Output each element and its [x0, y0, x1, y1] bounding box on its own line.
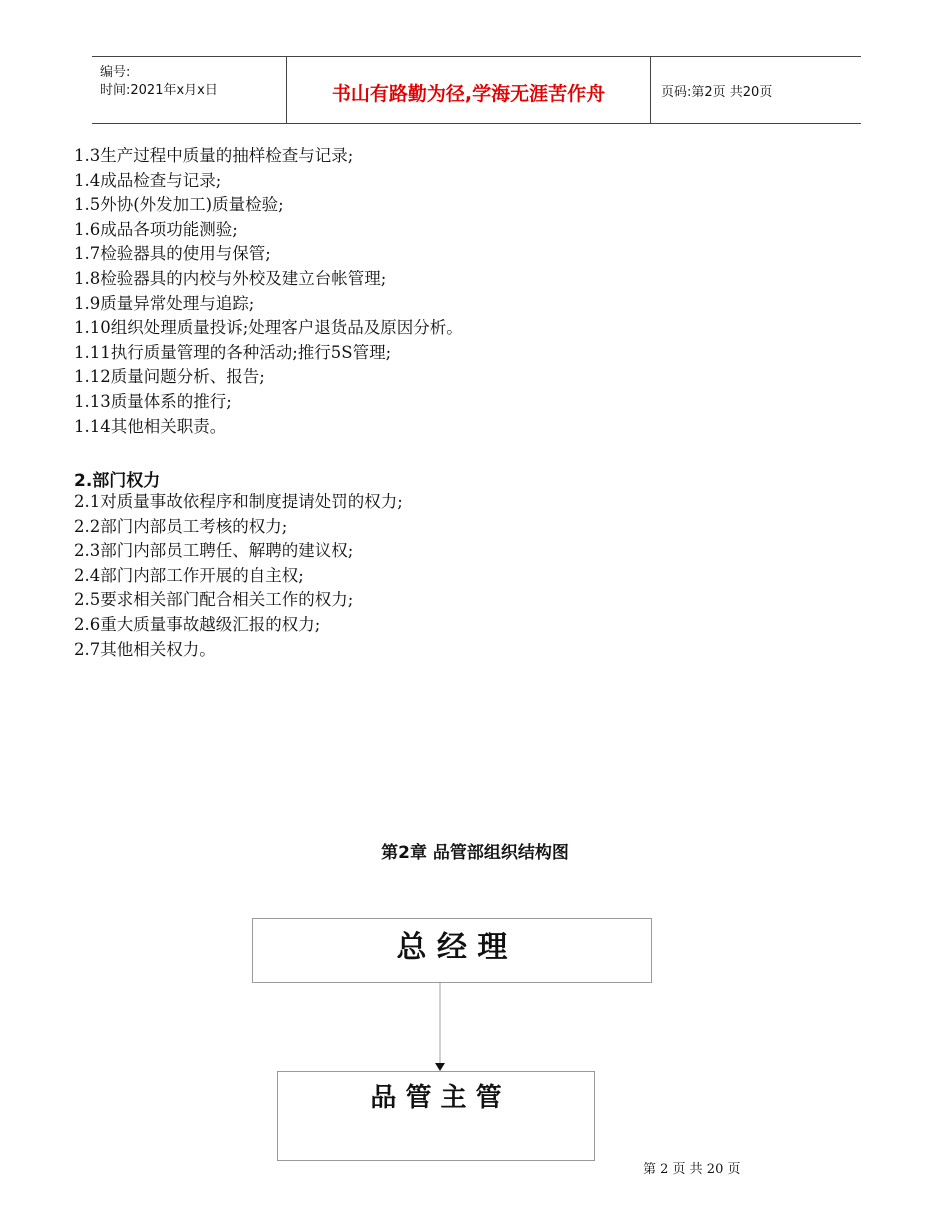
- list-item: 1.7检验器具的使用与保管;: [74, 244, 271, 264]
- list-item: 2.3部门内部员工聘任、解聘的建议权;: [74, 541, 354, 561]
- list-item: 1.8检验器具的内校与外校及建立台帐管理;: [74, 268, 387, 288]
- list-item: 1.6成品各项功能测验;: [74, 219, 238, 239]
- list-item: 2.7其他相关权力。: [74, 639, 216, 659]
- list-item: 1.4成品检查与记录;: [74, 170, 222, 190]
- list-item: 2.6重大质量事故越级汇报的权力;: [74, 614, 321, 634]
- list-item: 2.5要求相关部门配合相关工作的权力;: [74, 590, 354, 610]
- list-item: 1.14其他相关职责。: [74, 416, 227, 436]
- list-item: 1.5外协(外发加工)质量检验;: [74, 195, 284, 215]
- list-item: 2.1对质量事故依程序和制度提请处罚的权力;: [74, 492, 403, 511]
- list-item: 1.11执行质量管理的各种活动;推行5S管理;: [74, 342, 392, 362]
- doc-number-label: 编号:: [100, 65, 131, 80]
- doc-time-label: 时间:2021年x月x日: [100, 83, 218, 98]
- list-item: 1.9质量异常处理与追踪;: [74, 293, 255, 313]
- page-footer: 第 2 页 共 20 页: [643, 1162, 741, 1177]
- list-item: 2.2部门内部员工考核的权力;: [74, 516, 288, 536]
- org-box-general-manager: 总 经 理: [252, 918, 652, 983]
- list-item: 2.4部门内部工作开展的自主权;: [74, 565, 304, 585]
- list-item: 1.10组织处理质量投诉;处理客户退货品及原因分析。: [74, 318, 463, 338]
- list-item: 1.3生产过程中质量的抽样检查与记录;: [74, 146, 354, 165]
- list-item: 1.13质量体系的推行;: [74, 391, 232, 411]
- org-box-qc-supervisor: 品 管 主 管: [277, 1071, 595, 1161]
- chapter-title: 第2章 品管部组织结构图: [381, 843, 569, 863]
- header-motto: 书山有路勤为径,学海无涯苦作舟: [331, 83, 606, 105]
- connector-arrow-icon: [435, 1063, 445, 1071]
- section-heading: 2.部门权力: [74, 471, 161, 491]
- list-item: 1.12质量问题分析、报告;: [74, 367, 265, 387]
- header-page-info: 页码:第2页 共20页: [661, 85, 773, 100]
